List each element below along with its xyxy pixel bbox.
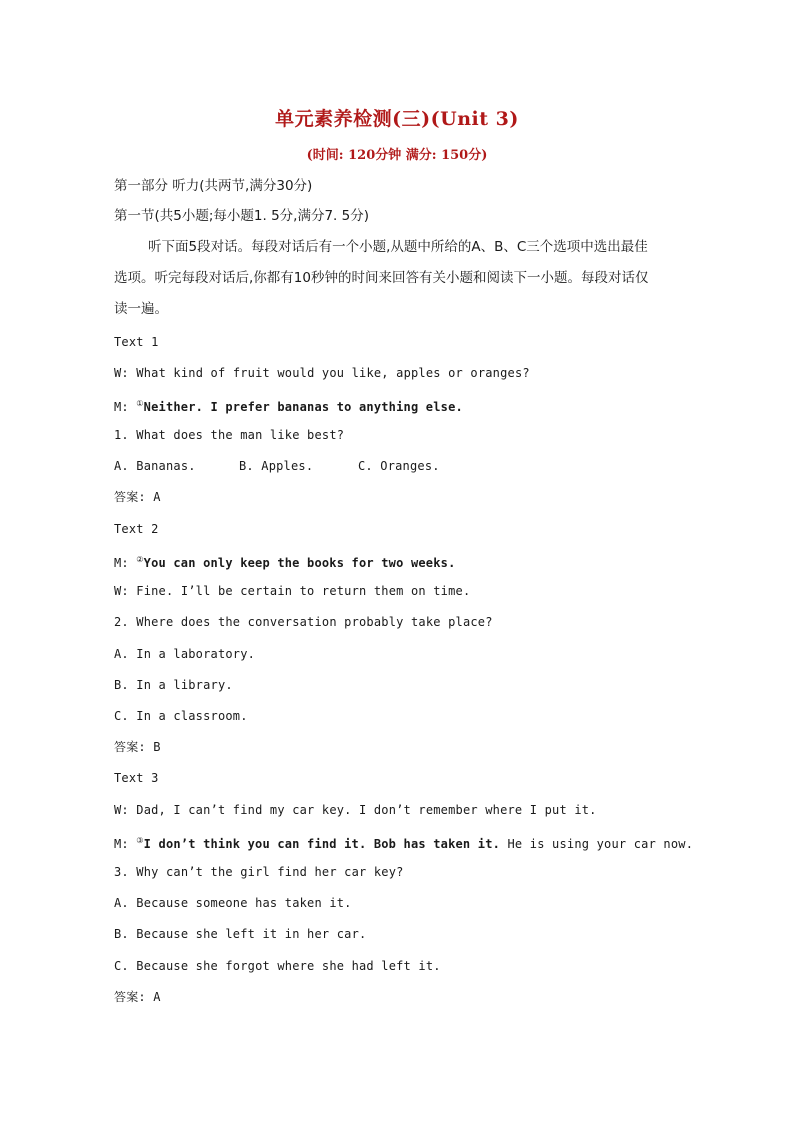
option-a: A. Bananas. <box>114 459 196 473</box>
key-sentence: Neither. I prefer bananas to anything else. <box>143 400 463 414</box>
instructions-line-1: 听下面5段对话。每段对话后有一个小题,从题中所给的A、B、C三个选项中选出最佳 <box>148 239 648 255</box>
page-subtitle: (时间: 120分钟 满分: 150分) <box>306 148 488 163</box>
circled-number-3: ③ <box>136 836 144 845</box>
text-2-label: Text 2 <box>114 522 159 536</box>
text-2-dialogue-m <box>114 551 684 572</box>
question-3: 3. Why can’t the girl find her car key? <box>114 865 404 879</box>
dialogue-text: What kind of fruit would you like, apples or oranges? <box>136 366 530 380</box>
option-b: B. Apples. <box>239 459 314 473</box>
question-3-option-b: B. Because she left it in her car. <box>114 927 367 941</box>
question-1-options <box>114 457 684 475</box>
text-3-label: Text 3 <box>114 771 159 785</box>
text-1-label: Text 1 <box>114 335 159 349</box>
question-3-option-a: A. Because someone has taken it. <box>114 896 352 910</box>
instructions-line-2: 选项。听完每段对话后,你都有10秒钟的时间来回答有关小题和阅读下一小题。每段对话仅 <box>114 270 649 286</box>
question-2-option-c: C. In a classroom. <box>114 709 248 723</box>
instructions-line-3: 读一遍。 <box>114 301 168 317</box>
question-2: 2. Where does the conversation probably take place? <box>114 615 493 629</box>
speaker-label: W: <box>114 366 129 380</box>
circled-number-2: ② <box>136 555 144 564</box>
circled-number-1: ① <box>136 399 144 408</box>
question-2-option-b: B. In a library. <box>114 678 233 692</box>
text-3-dialogue-m <box>114 832 694 853</box>
answer-3: 答案: A <box>114 990 161 1004</box>
text-2-dialogue-w: W: Fine. I’ll be certain to return them on time. <box>114 584 471 598</box>
option-c: C. Oranges. <box>358 459 440 473</box>
speaker-label: M: <box>114 556 129 570</box>
speaker-label: M: <box>114 400 129 414</box>
subsection-heading: 第一节(共5小题;每小题1. 5分,满分7. 5分) <box>114 208 369 224</box>
text-3-dialogue-w: W: Dad, I can’t find my car key. I don’t remember where I put it. <box>114 803 597 817</box>
text-1-dialogue-w <box>114 364 684 382</box>
speaker-label: M: <box>114 837 129 851</box>
answer-2: 答案: B <box>114 740 161 754</box>
page-title: 单元素养检测(三)(Unit 3) <box>275 108 519 130</box>
answer-1: 答案: A <box>114 490 161 504</box>
text-1-dialogue-m <box>114 395 684 416</box>
question-3-option-c: C. Because she forgot where she had left it. <box>114 959 441 973</box>
key-sentence: You can only keep the books for two weeks. <box>143 556 456 570</box>
question-2-option-a: A. In a laboratory. <box>114 647 256 661</box>
question-1: 1. What does the man like best? <box>114 428 345 442</box>
dialogue-text: He is using your car now. <box>507 837 694 851</box>
part-heading: 第一部分 听力(共两节,满分30分) <box>114 178 313 194</box>
key-sentence: I don’t think you can find it. Bob has taken it. <box>143 837 501 851</box>
